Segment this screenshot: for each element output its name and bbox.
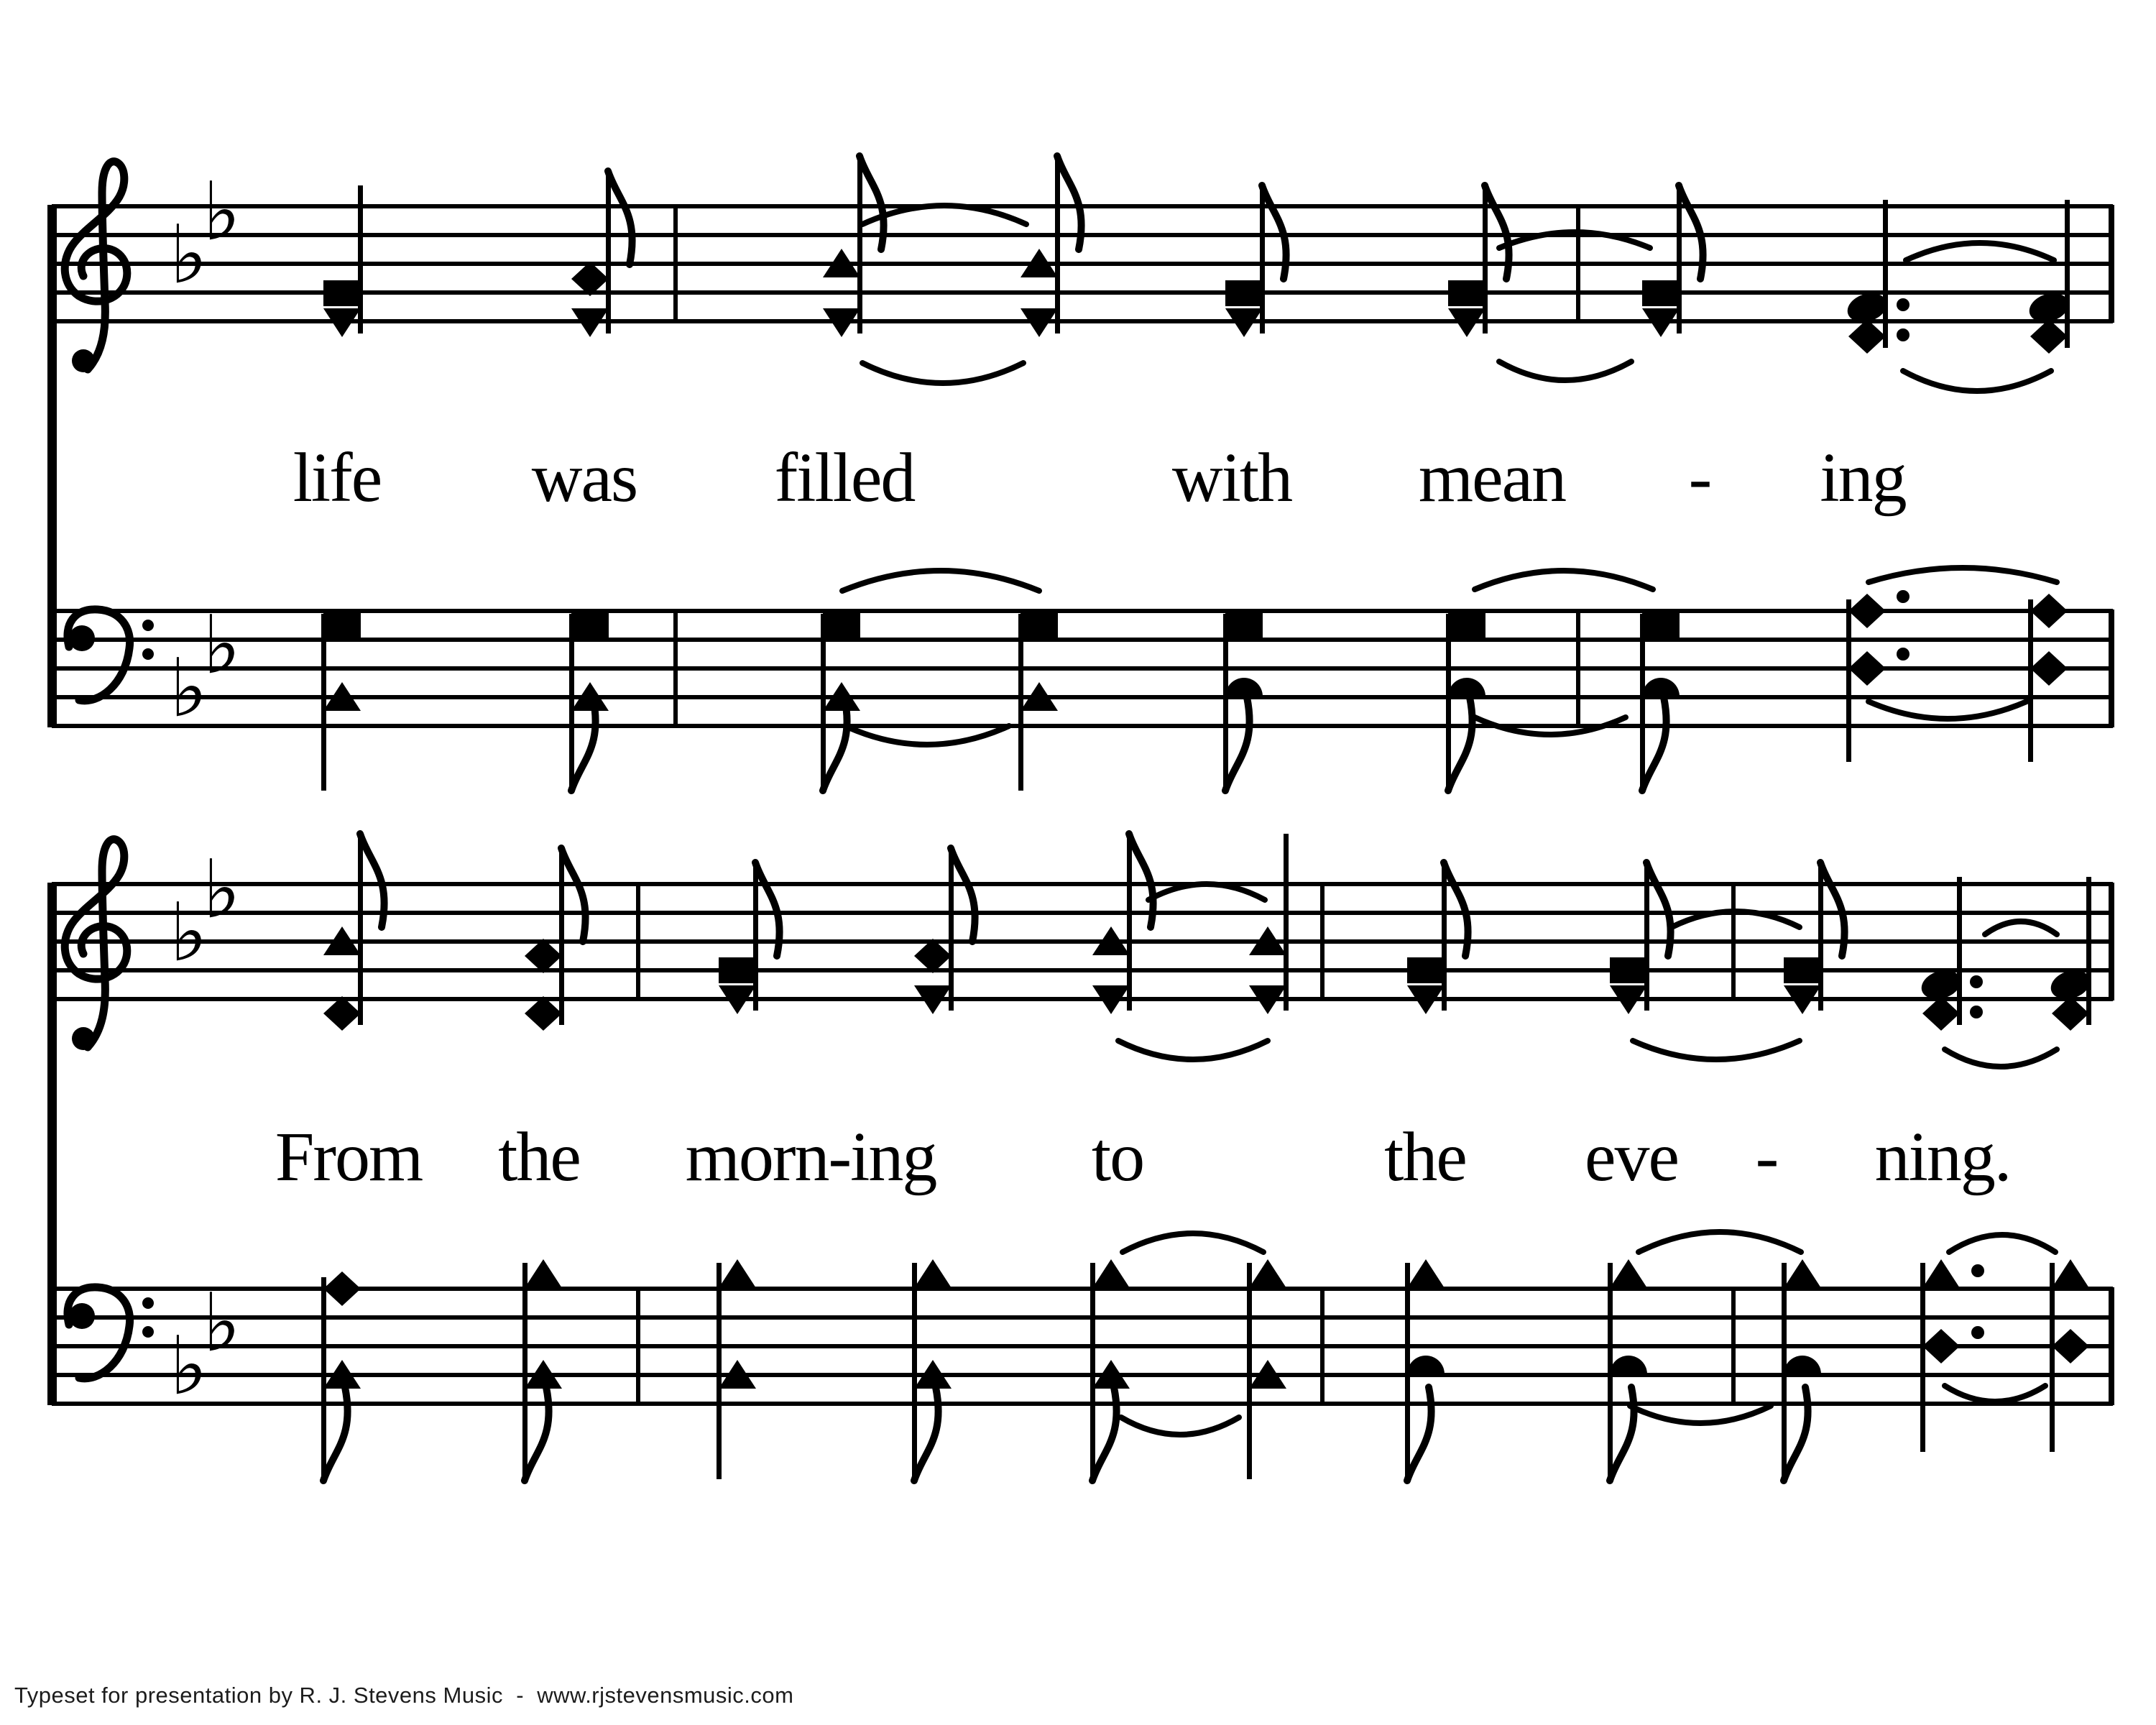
notehead-la-square: [1225, 280, 1263, 306]
eighth-flag: [1225, 697, 1250, 791]
eighth-flag: [914, 1387, 939, 1481]
note-stem: [857, 156, 862, 334]
note-stem: [522, 1263, 528, 1481]
notehead-la-square: [571, 612, 609, 638]
notehead-do-triangle: [1610, 1259, 1647, 1288]
notehead-do-triangle: [2052, 1259, 2089, 1288]
tie-slur: [1903, 371, 2051, 391]
eighth-flag: [1784, 1387, 1808, 1481]
lyric-word: life: [292, 439, 382, 517]
note-stem: [949, 848, 954, 1011]
notehead-do-triangle: [914, 1259, 952, 1288]
augmentation-dot: [1897, 648, 1909, 661]
notehead-re-halfmoon: [1784, 1356, 1821, 1374]
notehead-la-square: [1021, 612, 1058, 638]
note-stem: [717, 1263, 722, 1479]
notehead-la-square: [1225, 612, 1263, 638]
augmentation-dot: [1897, 298, 1909, 311]
lyric-word: eve: [1585, 1118, 1678, 1196]
notehead-mi-diamond: [323, 996, 361, 1031]
lyric-hyphen: -: [1688, 439, 1711, 517]
lyric-word: filled: [774, 439, 915, 517]
tie-slur: [1945, 1049, 2057, 1067]
lyric-word: ning.: [1874, 1118, 2011, 1196]
notehead-do-triangle: [1922, 1259, 1960, 1288]
eighth-flag: [608, 171, 632, 264]
typeset-credit: Typeset for presentation by R. J. Stevens Music - www.rjstevensmusic.com: [14, 1683, 794, 1708]
tie-slur: [1945, 1386, 2045, 1402]
notehead-do-triangle: [1092, 1259, 1130, 1288]
eighth-flag: [1092, 1387, 1117, 1481]
tie-slur: [1475, 571, 1653, 589]
tie-slur: [1869, 702, 2027, 719]
lyric-word: mean: [1418, 439, 1566, 517]
note-stem: [1405, 1263, 1410, 1481]
staff-line: [52, 638, 2113, 642]
notehead-mi-diamond: [2052, 996, 2089, 1031]
note-stem: [321, 1277, 326, 1481]
note-stem: [321, 614, 326, 791]
tie-slur: [1121, 1417, 1239, 1435]
note-stem: [1260, 185, 1265, 334]
notehead-la-square: [1610, 957, 1647, 983]
end-barline: [2109, 1287, 2114, 1405]
notehead-re-halfmoon: [1225, 678, 1263, 696]
barline: [1320, 883, 1325, 1000]
barline: [673, 205, 678, 323]
note-stem: [1782, 1263, 1787, 1481]
note-stem: [1018, 614, 1023, 791]
tie-slur: [1123, 1233, 1263, 1252]
note-stem: [1677, 185, 1682, 334]
notehead-la-square: [323, 612, 361, 638]
note-stem: [1957, 877, 1962, 1025]
bass-clef-icon: [68, 610, 154, 701]
barline: [1576, 610, 1580, 727]
note-stem: [1442, 862, 1447, 1011]
flat-sign: ♭: [203, 599, 241, 692]
augmentation-dot: [1897, 328, 1909, 341]
notehead-mi-diamond: [1848, 651, 1886, 686]
barline: [1576, 205, 1580, 323]
barline: [636, 1287, 640, 1405]
staff-line: [52, 695, 2113, 699]
notehead-mi-diamond: [1848, 319, 1886, 354]
flat-sign: ♭: [170, 1320, 208, 1413]
flat-sign: ♭: [203, 843, 241, 937]
lyric-word: morn-ing: [685, 1118, 936, 1196]
note-stem: [1284, 834, 1289, 1011]
notehead-mi-diamond: [1922, 1329, 1960, 1363]
notehead-la-square: [323, 280, 361, 306]
tie-slur: [845, 726, 1009, 745]
barline: [1320, 1287, 1325, 1405]
treble-clef-icon: [65, 840, 127, 1050]
augmentation-dot: [1971, 1326, 1984, 1339]
staff-line: [52, 666, 2113, 671]
notehead-re-halfmoon: [1610, 1356, 1647, 1374]
note-stem: [1247, 1263, 1252, 1479]
end-barline: [2109, 205, 2114, 323]
staff-line: [52, 1402, 2113, 1406]
note-stem: [2086, 877, 2091, 1025]
tie-slur: [1630, 1406, 1771, 1423]
flat-sign: ♭: [170, 208, 208, 302]
note-stem: [1223, 614, 1228, 791]
barline: [1731, 1287, 1736, 1405]
note-stem: [2050, 1263, 2055, 1452]
tie-slur: [842, 571, 1039, 591]
note-stem: [1640, 614, 1645, 791]
augmentation-dot: [1970, 975, 1983, 988]
note-stem: [912, 1263, 917, 1481]
augmentation-dot: [1897, 590, 1909, 603]
notehead-mi-diamond: [1922, 996, 1960, 1031]
note-stem: [1446, 614, 1451, 791]
note-stem: [1127, 834, 1132, 1011]
notehead-la-square: [1448, 280, 1485, 306]
note-stem: [1883, 200, 1888, 348]
system-barline: [47, 205, 57, 727]
lyric-hyphen: -: [1755, 1118, 1778, 1196]
staff-line: [52, 1344, 2113, 1348]
notehead-la-square: [1642, 280, 1680, 306]
notehead-la-square: [1642, 612, 1680, 638]
note-stem: [358, 834, 363, 1025]
note-stem: [1608, 1263, 1613, 1481]
barline: [673, 610, 678, 727]
treble-clef-icon: [65, 162, 127, 372]
note-stem: [1818, 862, 1823, 1011]
barline: [1731, 883, 1736, 1000]
notehead-ti-diamond: [2030, 594, 2068, 628]
tie-slur: [862, 363, 1023, 383]
bass-clef-icon: [68, 1287, 154, 1379]
notehead-la-square: [1448, 612, 1485, 638]
augmentation-dot: [1970, 1006, 1983, 1018]
notehead-do-triangle: [719, 1259, 756, 1288]
flat-sign: ♭: [203, 165, 241, 259]
notehead-la-square: [1407, 957, 1445, 983]
eighth-flag: [561, 848, 586, 942]
flat-sign: ♭: [170, 886, 208, 980]
flat-sign: ♭: [170, 642, 208, 735]
note-stem: [753, 862, 758, 1011]
lyric-word: to: [1091, 1118, 1144, 1196]
tie-slur: [1985, 921, 2057, 934]
staff-line: [52, 724, 2113, 728]
staff-line: [52, 1315, 2113, 1320]
tie-slur: [1869, 568, 2057, 582]
note-stem: [358, 185, 363, 334]
notehead-ti-diamond: [1848, 594, 1886, 628]
flat-sign: ♭: [203, 1276, 241, 1370]
eighth-flag: [525, 1387, 549, 1481]
tie-slur: [1499, 362, 1631, 380]
end-barline: [2109, 610, 2114, 727]
barline: [636, 883, 640, 1000]
notehead-do-triangle: [1249, 1259, 1286, 1288]
notehead-ti-diamond: [323, 1271, 361, 1306]
note-stem: [2065, 200, 2070, 348]
lyric-word: was: [531, 439, 637, 517]
system-barline: [47, 883, 57, 1405]
tie-slur: [1906, 243, 2054, 260]
eighth-flag: [951, 848, 975, 942]
eighth-flag: [571, 697, 596, 791]
notehead-mi-diamond: [2030, 651, 2068, 686]
notehead-do-triangle: [1784, 1259, 1821, 1288]
lyric-word: the: [498, 1118, 580, 1196]
note-stem: [1483, 185, 1488, 334]
notehead-mi-diamond: [2052, 1329, 2089, 1363]
note-stem: [1644, 862, 1649, 1011]
notehead-ti-diamond: [525, 939, 562, 973]
note-stem: [1920, 1263, 1925, 1452]
lyric-word: ing: [1820, 439, 1906, 517]
notehead-re-halfmoon: [1448, 678, 1485, 696]
notehead-ti-diamond: [914, 939, 952, 973]
note-stem: [606, 171, 611, 334]
notehead-re-halfmoon: [1642, 678, 1680, 696]
note-stem: [821, 614, 826, 791]
notehead-la-square: [823, 612, 860, 638]
notehead-do-triangle: [525, 1259, 562, 1288]
notehead-mi-diamond: [2030, 319, 2068, 354]
eighth-flag: [1407, 1387, 1432, 1481]
notehead-la-square: [1784, 957, 1821, 983]
eighth-flag: [1448, 697, 1473, 791]
tie-slur: [1633, 1041, 1800, 1059]
note-stem: [559, 848, 564, 1025]
lyric-word: the: [1384, 1118, 1466, 1196]
note-stem: [1090, 1263, 1095, 1481]
notehead-do-triangle: [1407, 1259, 1445, 1288]
note-stem: [1846, 599, 1851, 762]
eighth-flag: [1610, 1387, 1634, 1481]
notehead-re-halfmoon: [1407, 1356, 1445, 1374]
notehead-la-square: [719, 957, 756, 983]
eighth-flag: [1642, 697, 1667, 791]
eighth-flag: [323, 1387, 348, 1481]
note-stem: [569, 614, 574, 791]
eighth-flag: [823, 697, 847, 791]
end-barline: [2109, 883, 2114, 1000]
notehead-mi-diamond: [525, 996, 562, 1031]
tie-slur: [1148, 884, 1265, 900]
tie-slur: [1639, 1232, 1801, 1252]
staff-line: [52, 609, 2113, 613]
augmentation-dot: [1971, 1264, 1984, 1277]
note-stem: [2028, 599, 2033, 762]
lyric-word: with: [1171, 439, 1292, 517]
tie-slur: [1949, 1235, 2055, 1252]
lyric-word: From: [275, 1118, 423, 1196]
note-stem: [1055, 156, 1060, 334]
tie-slur: [1118, 1041, 1268, 1059]
